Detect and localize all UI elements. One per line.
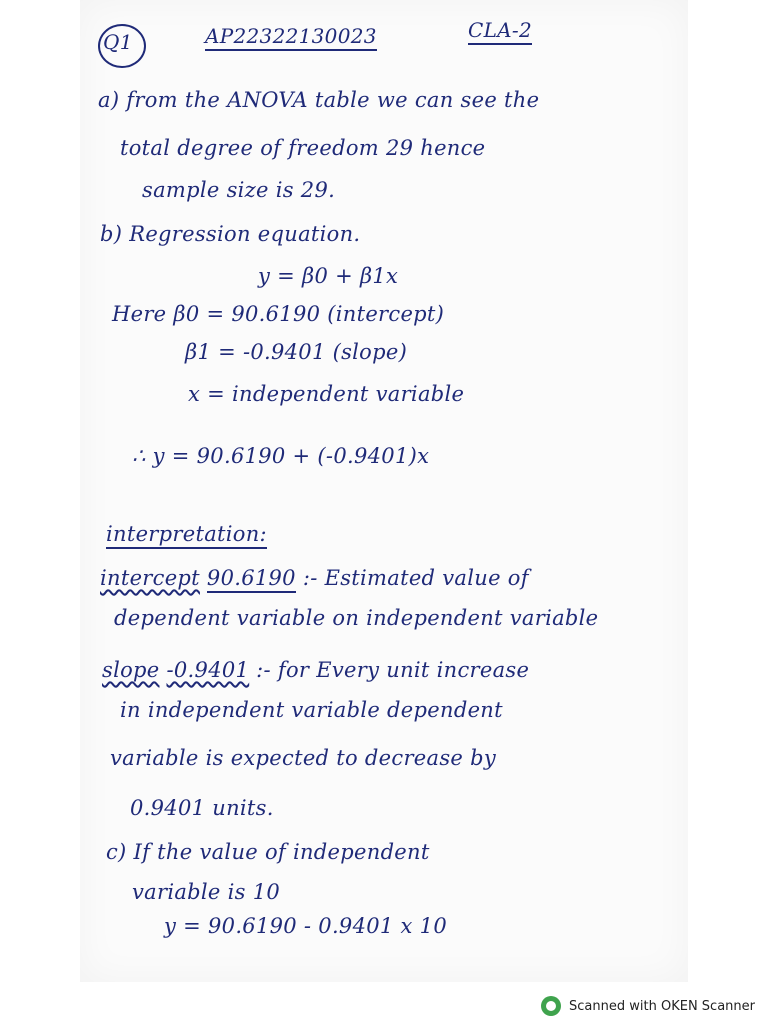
oken-logo-icon bbox=[541, 996, 561, 1016]
slope-line-2: in independent variable dependent bbox=[120, 698, 503, 722]
slope-value: -0.9401 bbox=[166, 658, 250, 682]
slope-label: slope bbox=[102, 658, 160, 682]
intercept-line bbox=[100, 566, 529, 590]
slope-text: :- for Every unit increase bbox=[256, 658, 530, 682]
beta1-definition: β1 = -0.9401 (slope) bbox=[185, 340, 408, 364]
intercept-text: :- Estimated value of bbox=[302, 566, 529, 590]
part-c-line-3: y = 90.6190 - 0.9401 x 10 bbox=[164, 914, 447, 938]
intercept-line-2: dependent variable on independent variable bbox=[114, 606, 599, 630]
beta0-definition: Here β0 = 90.6190 (intercept) bbox=[112, 302, 445, 326]
intercept-value: 90.6190 bbox=[207, 566, 296, 593]
final-equation: ∴ y = 90.6190 + (-0.9401)x bbox=[132, 444, 430, 468]
scanner-watermark bbox=[541, 996, 755, 1016]
slope-line-4: 0.9401 units. bbox=[130, 796, 274, 820]
regression-equation: y = β0 + β1x bbox=[258, 264, 399, 288]
roll-number: AP22322130023 bbox=[205, 24, 377, 51]
question-number: Q1 bbox=[103, 30, 133, 54]
part-a-line-3: sample size is 29. bbox=[142, 178, 336, 202]
part-b-heading: b) Regression equation. bbox=[100, 222, 361, 246]
slope-line bbox=[102, 658, 529, 682]
slope-line-3: variable is expected to decrease by bbox=[110, 746, 497, 770]
interpretation-heading: interpretation: bbox=[106, 522, 267, 549]
part-c-line-1: c) If the value of independent bbox=[106, 840, 430, 864]
intercept-label: intercept bbox=[100, 566, 200, 590]
scanner-text: Scanned with OKEN Scanner bbox=[569, 998, 755, 1014]
exam-label: CLA-2 bbox=[468, 18, 532, 45]
part-a-line-1: a) from the ANOVA table we can see the bbox=[98, 88, 540, 112]
x-definition: x = independent variable bbox=[188, 382, 465, 406]
part-c-line-2: variable is 10 bbox=[132, 880, 281, 904]
part-a-line-2: total degree of freedom 29 hence bbox=[120, 136, 486, 160]
